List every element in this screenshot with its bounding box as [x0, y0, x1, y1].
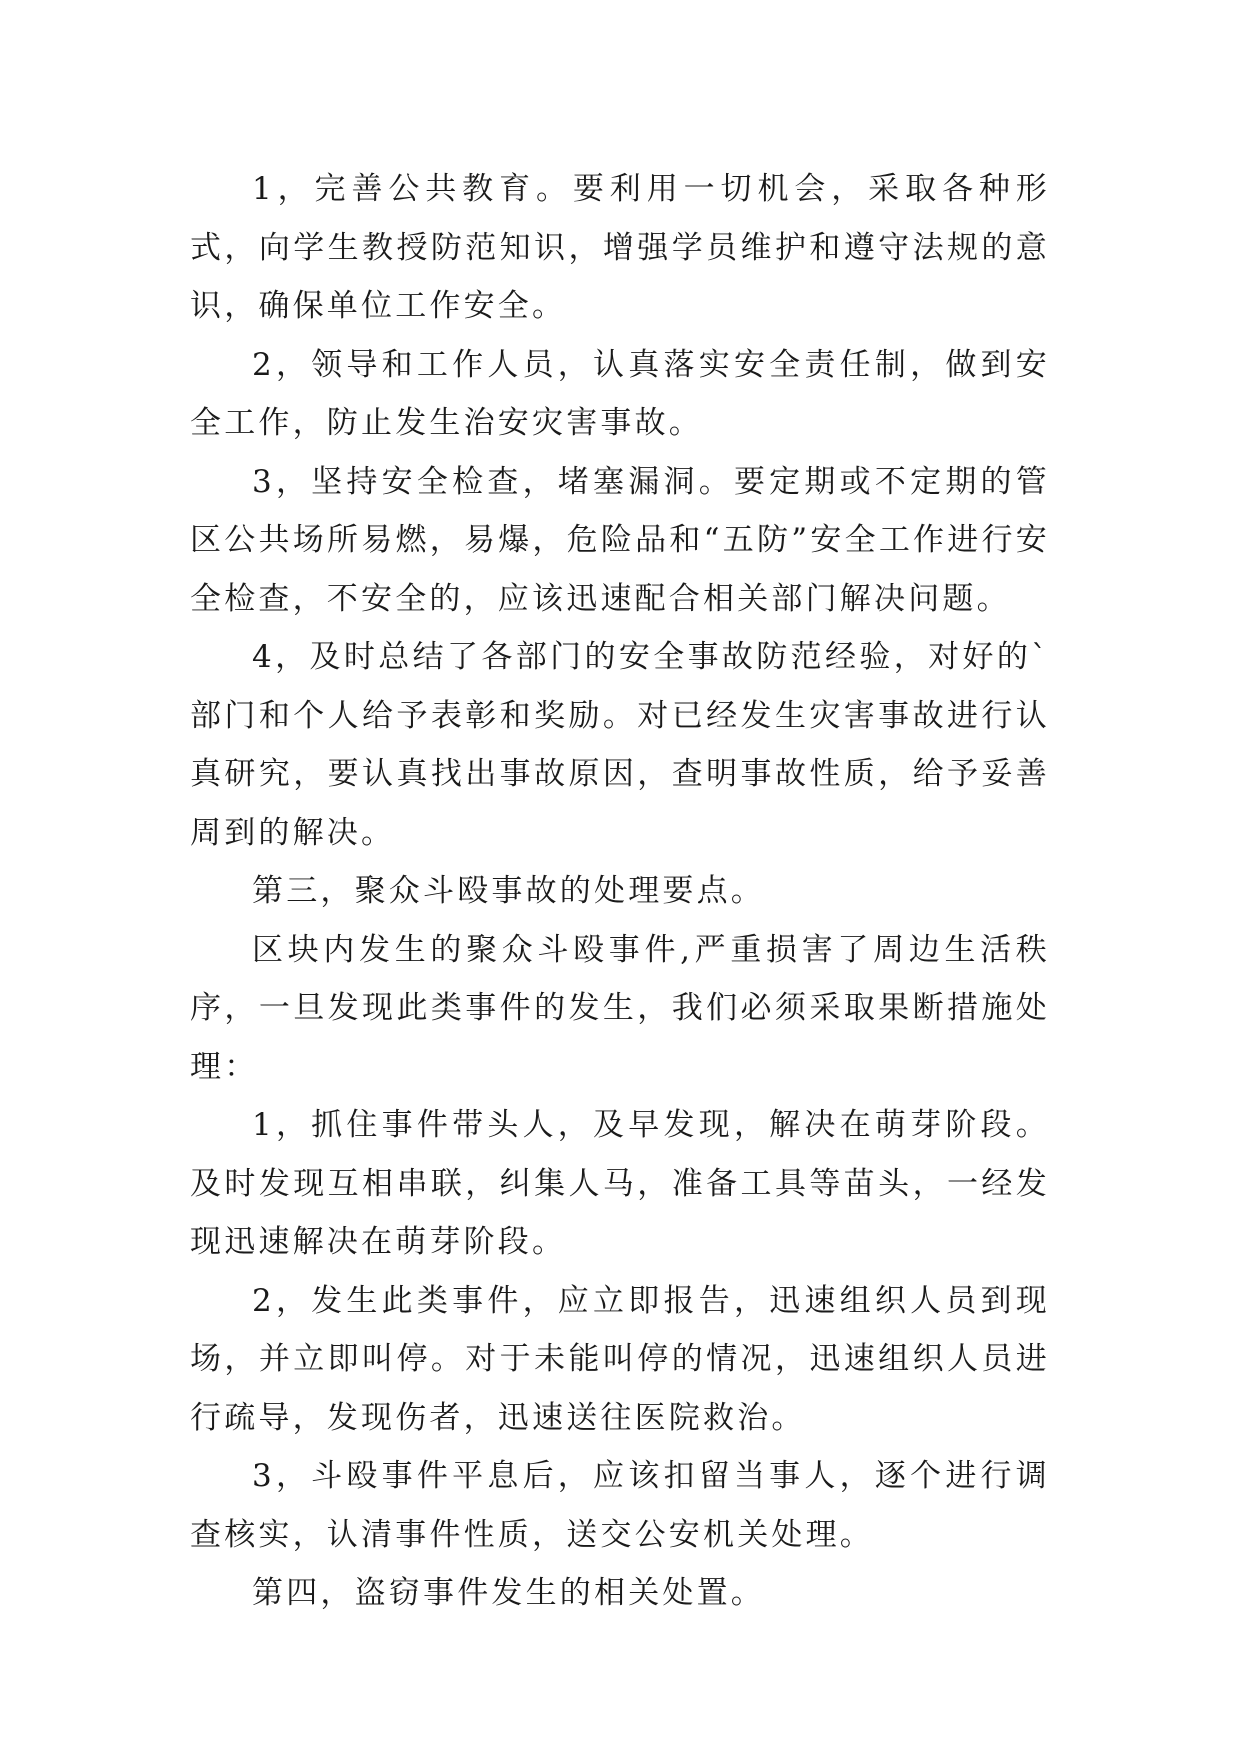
paragraph-4: 4，及时总结了各部门的安全事故防范经验，对好的`部门和个人给予表彰和奖励。对已经发生灾害事故进行认真研究，要认真找出事故原因，查明事故性质，给予妥善周到的解决。 [190, 639, 1050, 851]
paragraph-2: 2，领导和工作人员，认真落实安全责任制，做到安全工作，防止发生治安灾害事故。 [190, 346, 1050, 441]
paragraph-6: 1，抓住事件带头人，及早发现，解决在萌芽阶段。及时发现互相串联，纠集人马，准备工具等苗头，一经发现迅速解决在萌芽阶段。 [190, 1107, 1050, 1260]
paragraph-5: 区块内发生的聚众斗殴事件,严重损害了周边生活秩序，一旦发现此类事件的发生，我们必须采取果断措施处理： [190, 931, 1050, 1085]
paragraph-3: 3，坚持安全检查，堵塞漏洞。要定期或不定期的管区公共场所易燃，易爆，危险品和“五防”安全工作进行安全检查，不安全的，应该迅速配合相关部门解决问题。 [190, 463, 1050, 617]
paragraph-8: 3，斗殴事件平息后，应该扣留当事人，逐个进行调查核实，认清事件性质，送交公安机关处理。 [190, 1458, 1050, 1553]
section-heading-3: 第三，聚众斗殴事故的处理要点。 [252, 873, 765, 909]
paragraph-1: 1，完善公共教育。要利用一切机会，采取各种形式，向学生教授防范知识，增强学员维护和遵守法规的意识，确保单位工作安全。 [190, 171, 1050, 324]
paragraph-7: 2，发生此类事件，应立即报告，迅速组织人员到现场，并立即叫停。对于未能叫停的情况，迅速组织人员进行疏导，发现伤者，迅速送往医院救治。 [190, 1282, 1050, 1436]
document-body [190, 160, 1050, 1623]
section-heading-4: 第四，盗窃事件发生的相关处置。 [252, 1575, 765, 1611]
